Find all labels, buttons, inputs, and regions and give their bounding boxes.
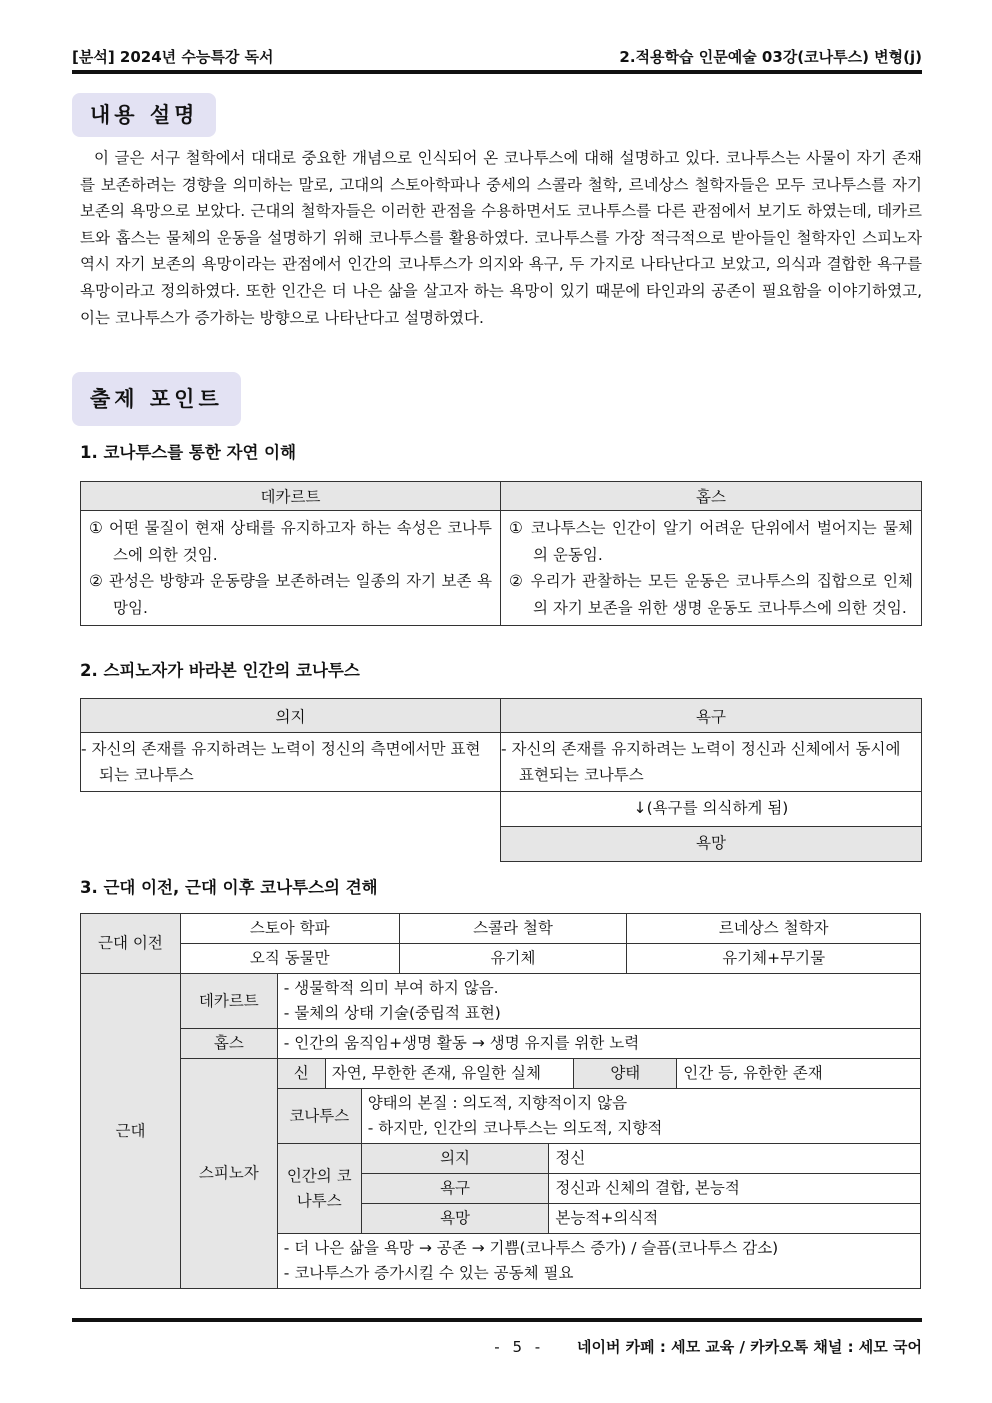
descartes-header: 데카르트 [81, 482, 501, 511]
footer-divider [72, 1318, 922, 1322]
page-number: - 5 - [494, 1338, 545, 1356]
mode-label: 양태 [574, 1059, 677, 1089]
empty-cell [81, 792, 501, 827]
arrow-cell: ↓(욕구를 의식하게 됨) [501, 792, 922, 827]
point1-table [80, 481, 922, 626]
pre-modern-label: 근대 이전 [81, 914, 181, 974]
list-item: ② 우리가 관찰하는 모든 운동은 코나투스의 집합으로 인체의 자기 보존을 위한 생명 운동도 코나투스에 의한 것임. [509, 572, 913, 617]
conatus-label: 코나투스 [277, 1089, 361, 1144]
modern-label: 근대 [81, 974, 181, 1289]
content-paragraph: 이 글은 서구 철학에서 대대로 중요한 개념으로 인식되어 온 코나투스에 대해 설명하고 있다. 코나투스는 사물이 자기 존재를 보존하려는 경향을 의미하는 말로, 고대의 스토아학파나 중세의 스콜라 철학, 르네상스 철학자들은 모두 코나투스를 자기 보존의 욕망으로 보았다. 근대의 철학자들은 이러한 관점을 수용하면서도 코나투스를 다른 관점에서 보기도 하였는데, 데카르트와 홉스는 물체의 운동을 설명하기 위해 코나투스를 활용하였다. 코나투스를 가장 적극적으로 받아들인 철학자인 스피노자 역시 자기 보존의 욕망이라는 관점에서 인간의 코나투스가 의지와 욕구, 두 가지로 나타난다고 보았고, 의식과 결합한 욕구를 욕망이라고 정의하였다. 또한 인간은 더 나은 삶을 살고자 하는 욕망이 있기 때문에 타인과의 공존이 필요함을 이야기하였고, 이는 코나투스가 증가하는 방향으로 나타난다고 설명하였다. [80, 149, 922, 327]
hobbes-header: 홉스 [501, 482, 922, 511]
scholastic-header: 스콜라 철학 [399, 914, 627, 944]
appetite-desc: 정신과 신체의 결합, 본능적 [549, 1174, 921, 1204]
will-header: 의지 [81, 699, 501, 733]
header-right-title: 2.적용학습 인문예술 03강(코나투스) 변형(j) [619, 48, 922, 66]
descartes-line-2: - 물체의 상태 기술(중립적 표현) [283, 1004, 501, 1022]
section-tag-content-explanation: 내용 설명 [72, 93, 216, 137]
descartes-cell [81, 511, 501, 626]
will-label: 의지 [361, 1144, 549, 1174]
list-item: ① 코나투스는 인간이 알기 어려운 단위에서 벌어지는 물체의 운동임. [509, 519, 913, 564]
human-conatus-label: 인간의 코나투스 [277, 1144, 361, 1234]
bottom-line-2: - 코나투스가 증가시킬 수 있는 공동체 필요 [283, 1264, 574, 1282]
header-left-title: [분석] 2024년 수능특강 독서 [72, 48, 274, 66]
scholastic-value: 유기체 [399, 944, 627, 974]
bottom-line-1: - 더 나은 삶을 욕망 → 공존 → 기쁨(코나투스 증가) / 슬픔(코나투스 감소) [283, 1239, 779, 1257]
descartes-desc [277, 974, 920, 1029]
point1-title: 1. 코나투스를 통한 자연 이해 [80, 443, 297, 462]
section-tag-exam-points: 출제 포인트 [72, 372, 241, 426]
desire-label: 욕망 [361, 1204, 549, 1234]
desire-cell: 욕망 [501, 827, 922, 862]
descartes-line-1: - 생물학적 의미 부여 하지 않음. [283, 979, 499, 997]
point2-table [80, 698, 922, 862]
stoa-header: 스토아 학파 [180, 914, 399, 944]
appetite-cell: - 자신의 존재를 유지하려는 노력이 정신과 신체에서 동시에 표현되는 코나투스 [501, 733, 922, 792]
spinoza-bottom-desc [277, 1234, 920, 1289]
hobbes-label: 홉스 [180, 1029, 277, 1059]
hobbes-cell [501, 511, 922, 626]
hobbes-desc: - 인간의 움직임+생명 활동 → 생명 유지를 위한 노력 [277, 1029, 920, 1059]
god-label: 신 [277, 1059, 325, 1089]
list-item: ① 어떤 물질이 현재 상태를 유지하고자 하는 속성은 코나투스에 의한 것임. [89, 519, 492, 564]
renaissance-header: 르네상스 철학자 [627, 914, 921, 944]
conatus-line-1: 양태의 본질 : 의도적, 지향적이지 않음 [367, 1094, 628, 1112]
appetite-header: 욕구 [501, 699, 922, 733]
point3-table [80, 913, 921, 1289]
point3-title: 3. 근대 이전, 근대 이후 코나투스의 견해 [80, 878, 378, 897]
stoa-value: 오직 동물만 [180, 944, 399, 974]
mode-desc: 인간 등, 유한한 존재 [677, 1059, 921, 1089]
page-footer [494, 1336, 922, 1357]
conatus-desc [361, 1089, 920, 1144]
desire-desc: 본능적+의식적 [549, 1204, 921, 1234]
descartes-label: 데카르트 [180, 974, 277, 1029]
spinoza-label: 스피노자 [180, 1059, 277, 1289]
will-desc: 정신 [549, 1144, 921, 1174]
conatus-line-2: - 하지만, 인간의 코나투스는 의도적, 지향적 [367, 1119, 663, 1137]
renaissance-value: 유기체+무기물 [627, 944, 921, 974]
header-divider [72, 70, 922, 74]
point2-title: 2. 스피노자가 바라본 인간의 코나투스 [80, 661, 360, 680]
empty-cell [81, 827, 501, 862]
god-desc: 자연, 무한한 존재, 유일한 실체 [325, 1059, 574, 1089]
appetite-label: 욕구 [361, 1174, 549, 1204]
footer-info: 네이버 카페 : 세모 교육 / 카카오톡 채널 : 세모 국어 [576, 1338, 922, 1356]
page-header [72, 40, 922, 70]
will-cell: - 자신의 존재를 유지하려는 노력이 정신의 측면에서만 표현되는 코나투스 [81, 733, 501, 792]
list-item: ② 관성은 방향과 운동량을 보존하려는 일종의 자기 보존 욕망임. [89, 572, 492, 617]
